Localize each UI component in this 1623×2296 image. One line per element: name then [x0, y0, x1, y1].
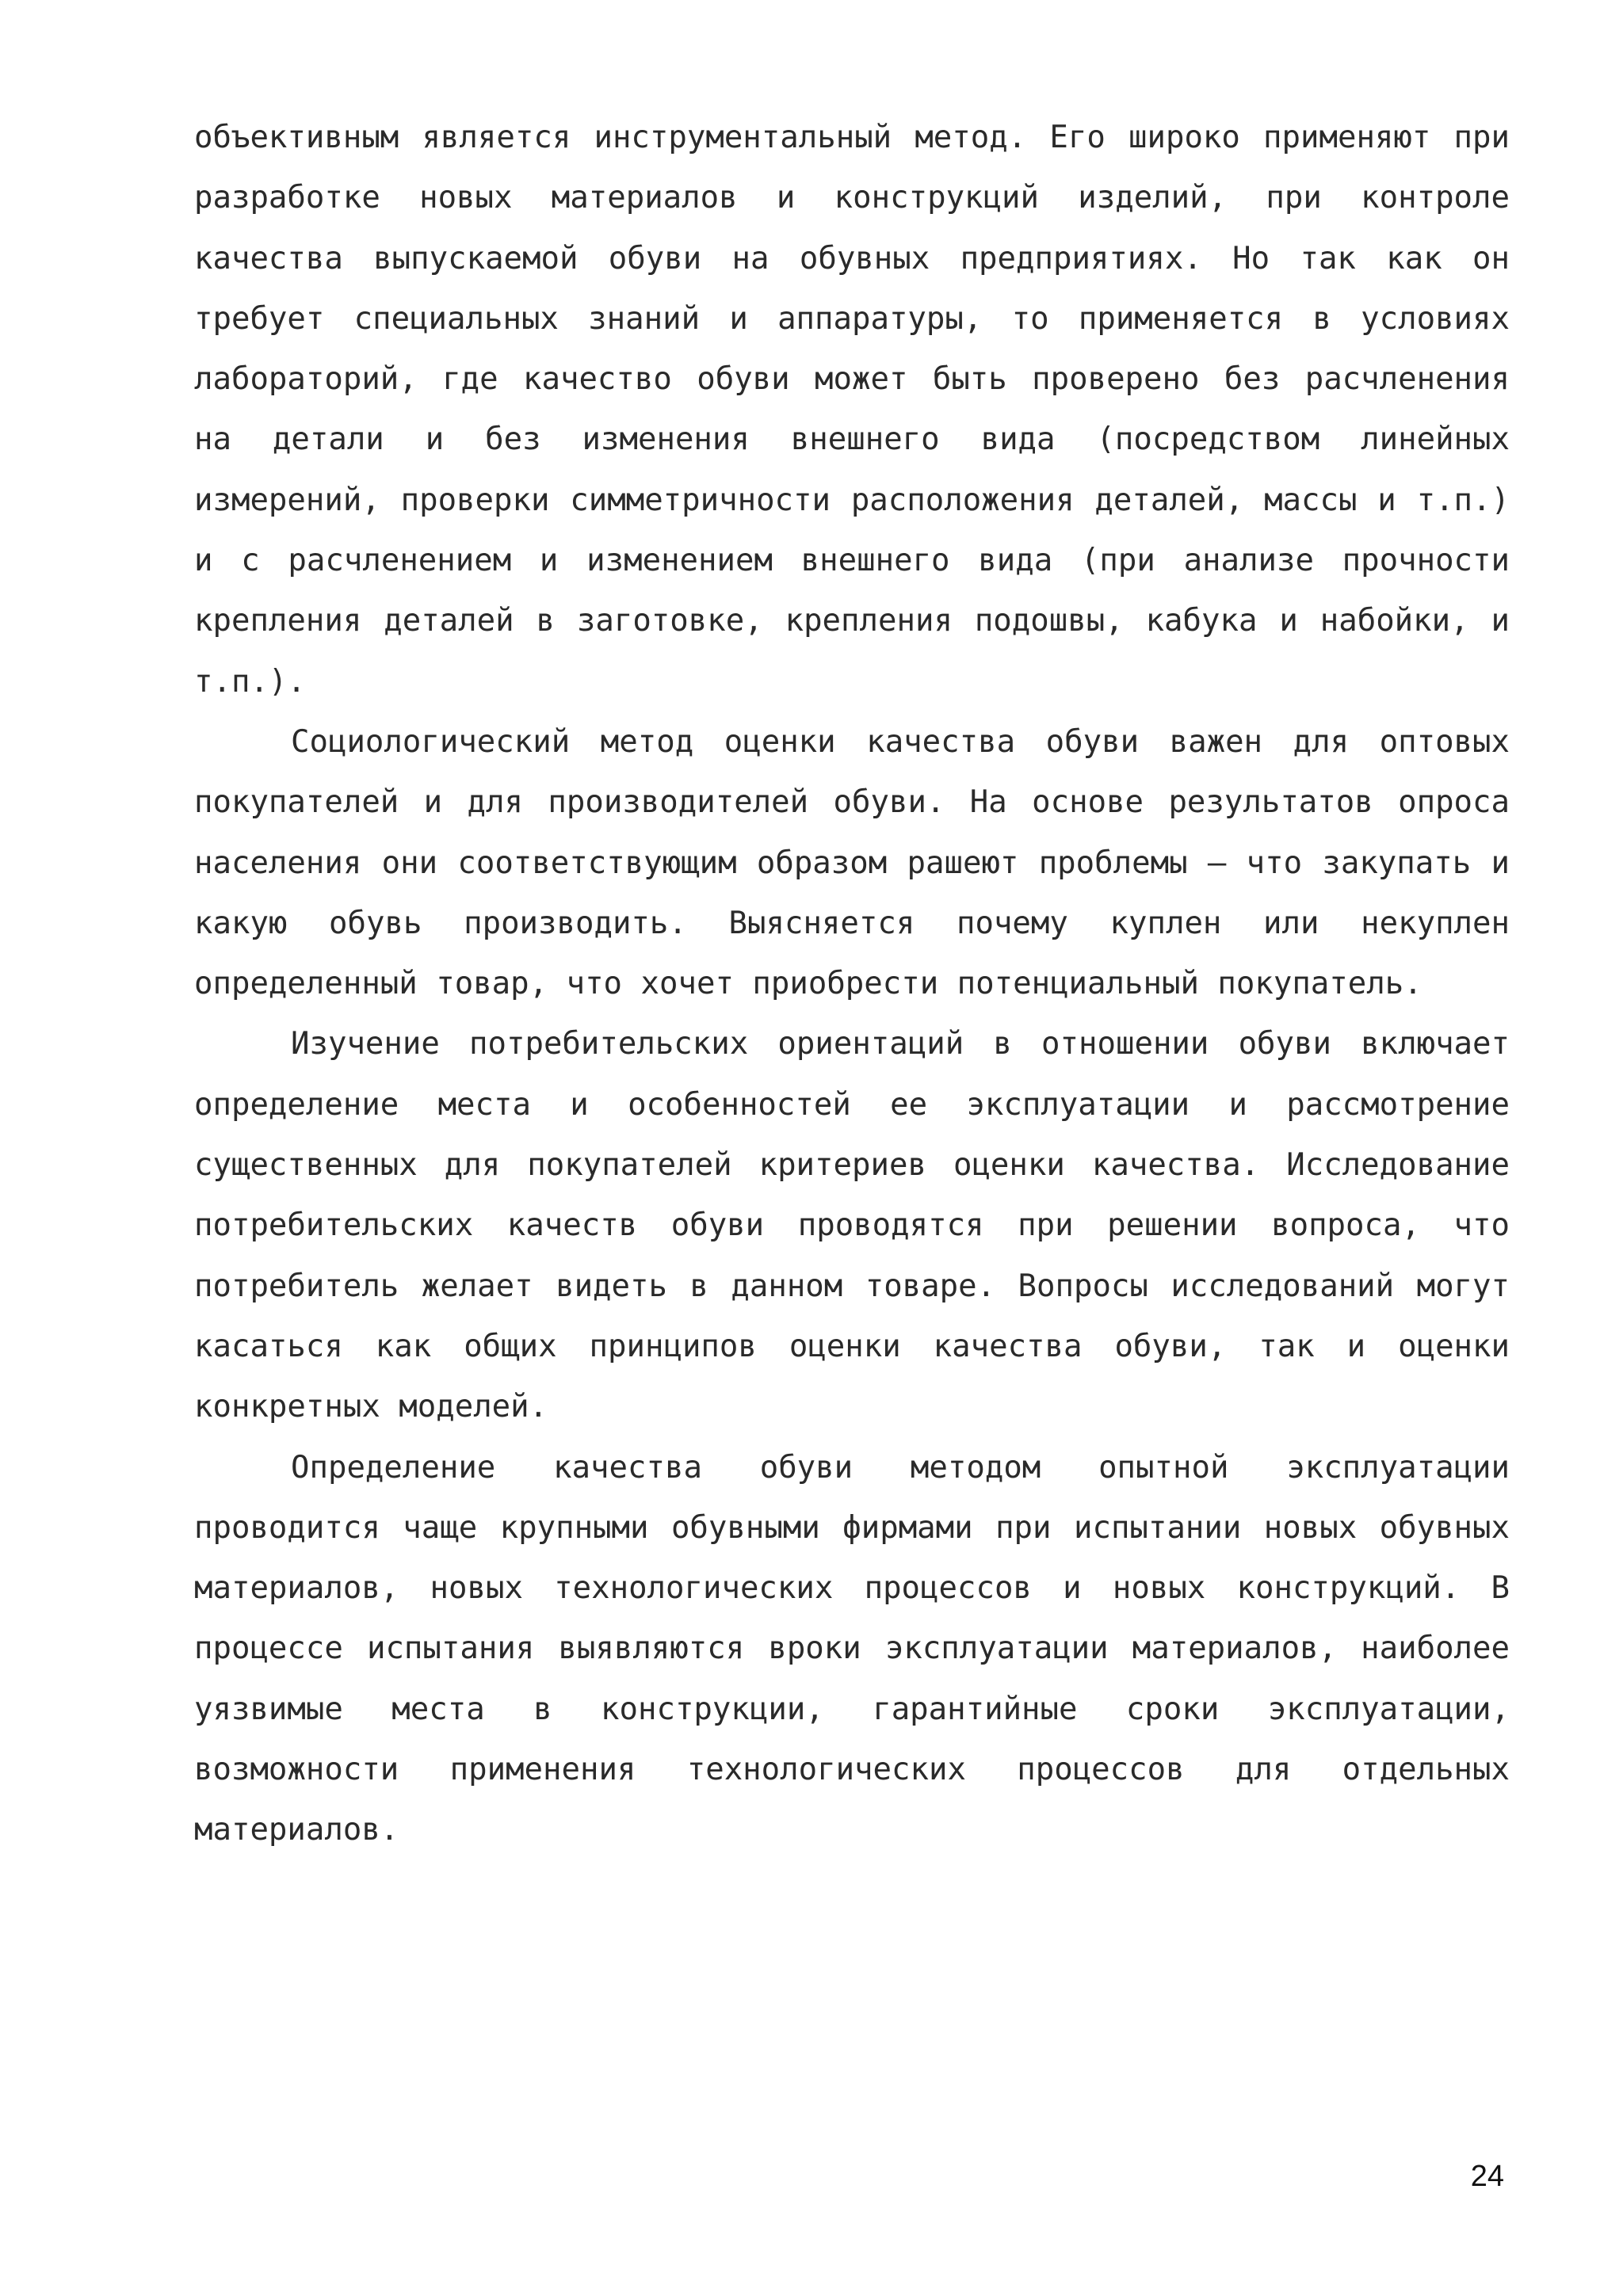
page-number: 24 [1470, 2160, 1504, 2193]
paragraph-continuation: объективным является инструментальный метод. Его широко применяют при разработке новых материалов и конструкций изделий, при контроле качества выпускаемой обуви на обувных предприятиях. Но так как он требует специальных знаний и аппаратуры, то применяется в условиях лабораторий, где качество обуви может быть проверено без расчленения на детали и без изменения внешнего вида (посредством линейных измерений, проверки симметричности расположения деталей, массы и т.п.) и с расчленением и изменением внешнего вида (при анализе прочности крепления деталей в заготовке, крепления подошвы, кабука и набойки, и т.п.). [194, 120, 1510, 700]
paragraph-sociological-method: Социологический метод оценки качества обуви важен для оптовых покупателей и для производителей обуви. На основе результатов опроса населения они соответствующим образом рашеют проблемы – что закупать и какую обувь производить. Выясняется почему куплен или некуплен определенный товар, что хочет приобрести потенциальный покупатель. [194, 723, 1510, 1002]
body-text [194, 108, 1510, 1861]
paragraph-consumer-orientation: Изучение потребительских ориентаций в отношении обуви включает определение места и особенностей ее эксплуатации и рассмотрение существенных для покупателей критериев оценки качества. Исследование потребительских качеств обуви проводятся при решении вопроса, что потребитель желает видеть в данном товаре. Вопросы исследований могут касаться как общих принципов оценки качества обуви, так и оценки конкретных моделей. [194, 1026, 1510, 1425]
paragraph-trial-operation: Определение качества обуви методом опытной эксплуатации проводится чаще крупными обувными фирмами при испытании новых обувных материалов, новых технологических процессов и новых конструкций. В процессе испытания выявляются вроки эксплуатации материалов, наиболее уязвимые места в конструкции, гарантийные сроки эксплуатации, возможности применения технологических процессов для отдельных материалов. [194, 1449, 1510, 1848]
